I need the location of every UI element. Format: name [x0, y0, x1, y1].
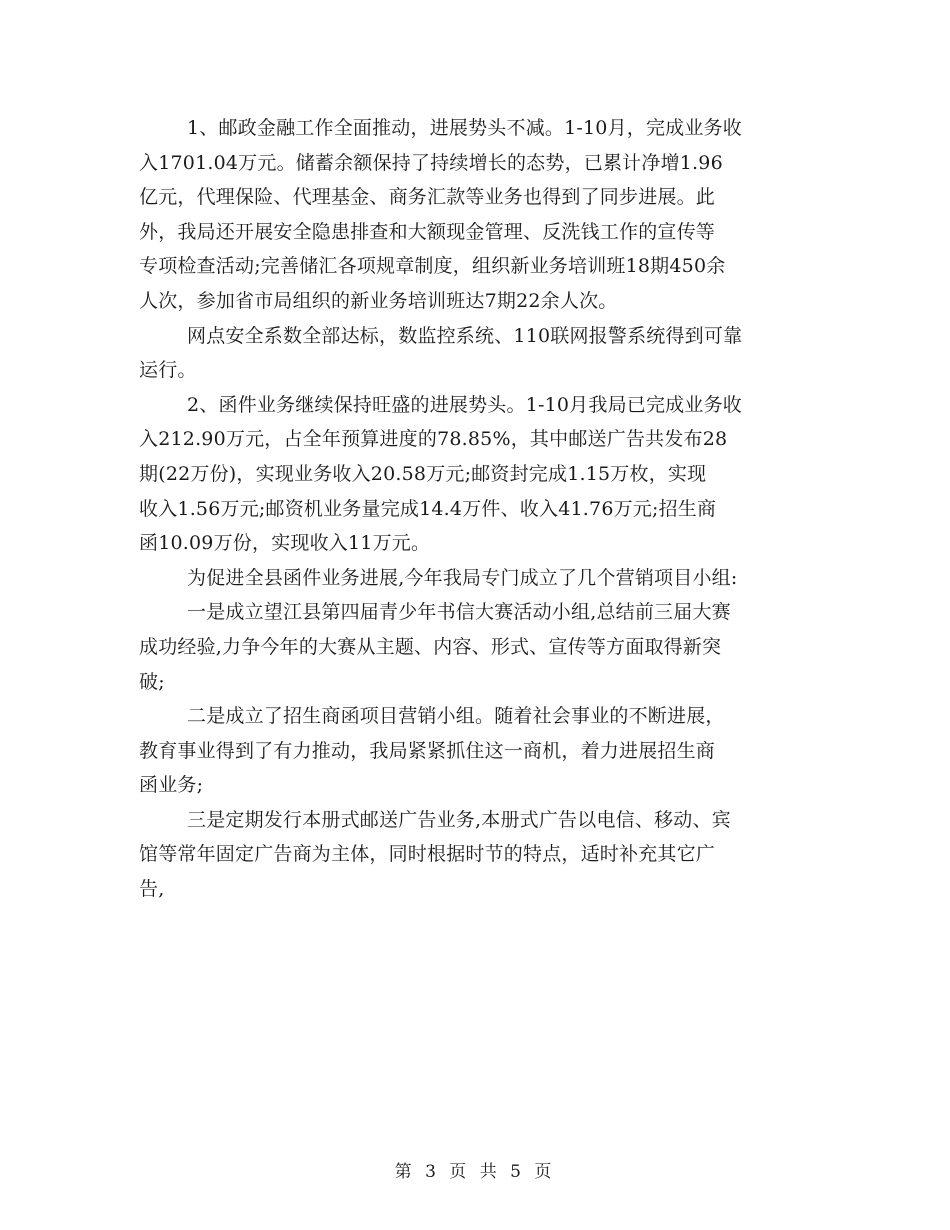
text-line: 专项检查活动;完善储汇各项规章制度，组织新业务培训班18期450余: [139, 255, 726, 278]
text-line: 1、邮政金融工作全面推动，进展势头不减。1-10月，完成业务收: [187, 117, 742, 139]
text-line: 破;: [139, 670, 165, 693]
text-line: 运行。: [139, 359, 197, 382]
text-line: 馆等常年固定广告商为主体，同时根据时节的特点，适时补充其它广: [139, 843, 716, 866]
page-number-footer: 第 3 页 共 5 页: [394, 1162, 556, 1182]
text-line: 三是定期发行本册式邮送广告业务,本册式广告以电信、移动、宾: [187, 808, 731, 831]
text-line: 人次，参加省市局组织的新业务培训班达7期22余人次。: [139, 289, 618, 312]
text-line: 为促进全县函件业务进展,今年我局专门成立了几个营销项目小组:: [187, 566, 738, 589]
text-line: 外，我局还开展安全隐患排查和大额现金管理、反洗钱工作的宣传等: [139, 220, 716, 243]
text-line: 成功经验,力争今年的大赛从主题、内容、形式、宣传等方面取得新突: [139, 635, 722, 658]
text-line: 告,: [139, 878, 165, 901]
document-body: [139, 111, 819, 907]
text-line: 收入1.56万元;邮资机业务量完成14.4万件、收入41.76万元;招生商: [139, 497, 717, 520]
text-line: 函业务;: [139, 774, 204, 797]
text-line: 期(22万份)，实现业务收入20.58万元;邮资封完成1.15万枚，实现: [139, 462, 707, 485]
text-line: 二是成立了招生商函项目营销小组。随着社会事业的不断进展，: [187, 705, 725, 728]
text-line: 函10.09万份，实现收入11万元。: [139, 532, 431, 555]
text-line: 2、函件业务继续保持旺盛的进展势头。1-10月我局已完成业务收: [187, 393, 742, 416]
text-line: 一是成立望江县第四届青少年书信大赛活动小组,总结前三届大赛: [187, 601, 731, 624]
text-line: 入1701.04万元。储蓄余额保持了持续增长的态势，已累计净增1.96: [139, 151, 723, 174]
text-line: 亿元，代理保险、代理基金、商务汇款等业务也得到了同步进展。此: [139, 186, 716, 209]
text-line: 网点安全系数全部达标，数监控系统、110联网报警系统得到可靠: [187, 324, 743, 347]
text-line: 教育事业得到了有力推动，我局紧紧抓住这一商机，着力进展招生商: [139, 739, 716, 762]
text-line: 入212.90万元，占全年预算进度的78.85%，其中邮送广告共发布28: [139, 428, 728, 451]
